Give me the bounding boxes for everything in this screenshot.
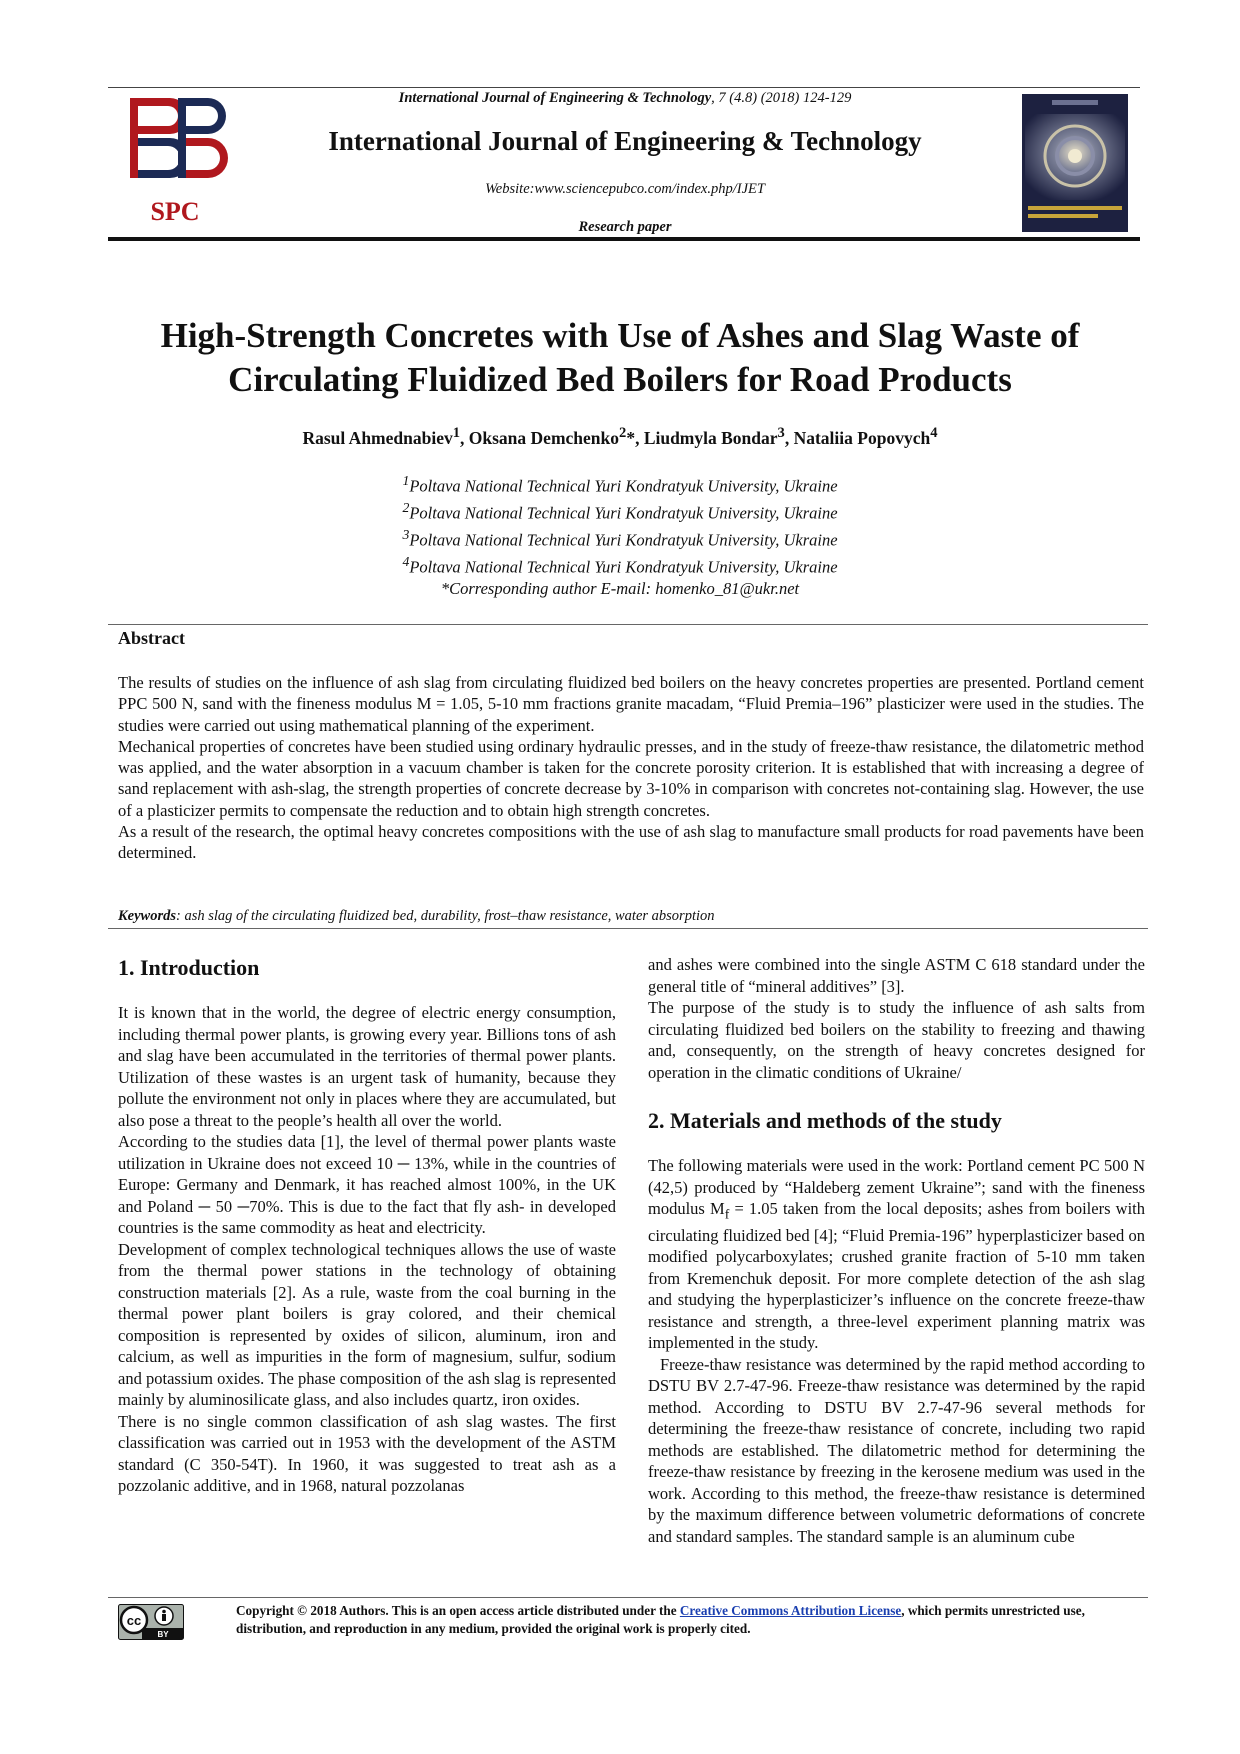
keywords bbox=[118, 908, 1144, 925]
affiliation-superscript: 3 bbox=[402, 527, 410, 542]
author-separator: *, bbox=[626, 427, 644, 448]
abstract-paragraph: As a result of the research, the optimal heavy concretes compositions with the use of ash slag to manufacture small products for road pavements have been determined. bbox=[118, 822, 1144, 863]
journal-citation bbox=[240, 90, 1010, 107]
copyright-notice bbox=[236, 1602, 1146, 1638]
body-paragraph: It is known that in the world, the degree of electric energy consumption, including thermal power plants, is growing every year. Billions tons of ash and slag have been accumulated in the territories of thermal power plants. Utilization of these wastes is an urgent task of humanity, because they pollute the environment not only in places where they are accumulated, but also pose a threat to the people’s health all over the world. bbox=[118, 1003, 616, 1130]
author-separator: , bbox=[460, 427, 469, 448]
footer-rule bbox=[108, 1597, 1148, 1598]
affiliation bbox=[100, 470, 1140, 497]
materials-text: The following materials were used in the work: Portland cement PC 500 N (42,5) produced by “Haldeberg zement Ukraine”; sand with the fineness modulus M bbox=[648, 1156, 1145, 1218]
keywords-text: : ash slag of the circulating fluidized bed, durability, frost–thaw resistance, water absorption bbox=[176, 908, 715, 924]
body-paragraph: Development of complex technological techniques allows the use of waste from the thermal power stations in the technology of obtaining construction materials [2]. As a rule, waste from the coal burning in the thermal power plant boilers is gray colored, and their chemical composition is represented by oxides of silicon, aluminum, iron and calcium, as well as impurities in the form of magnesium, sulfur, sodium and potassium oxides. The phase composition of the ash slag is represented mainly by aluminosilicate glass, and also includes quartz, iron oxides. bbox=[118, 1239, 616, 1409]
citation-journal: International Journal of Engineering & Technology bbox=[398, 90, 712, 106]
copyright-text: , which permits unrestricted use, distribution, and reproduction in any medium, provided the original work is properly cited. bbox=[236, 1603, 1085, 1636]
body-paragraph: There is no single common classification of ash slag wastes. The first classification was carried out in 1953 with the development of the ASTM standard (C 350-54T). In 1960, it was suggested to treat ash as a pozzolanic additive, and in 1968, natural pozzolanas bbox=[118, 1411, 616, 1495]
spc-logo bbox=[120, 92, 230, 232]
cc-icon-text: cc bbox=[126, 1613, 142, 1628]
affiliation-text: Poltava National Technical Yuri Kondratyuk University, Ukraine bbox=[409, 530, 838, 550]
affiliation-text: Poltava National Technical Yuri Kondratyuk University, Ukraine bbox=[409, 557, 838, 577]
title-line-2: Circulating Fluidized Bed Boilers for Road Products bbox=[228, 360, 1012, 399]
author-superscript: 2 bbox=[619, 425, 627, 441]
section-heading-materials: 2. Materials and methods of the study bbox=[648, 1108, 1002, 1133]
abstract-top-rule bbox=[108, 624, 1148, 625]
author-superscript: 3 bbox=[777, 425, 785, 441]
body-paragraph: Freeze-thaw resistance was determined by the rapid method according to DSTU BV 2.7-47-96. Freeze-thaw resistance was determined by the rapid method. According to DSTU BV 2.7-47-96 several methods for determining the freeze-thaw resistance of concrete, including two rapid methods are established. The dilatometric method for determining the freeze-thaw resistance by freezing in the kerosene medium was used in the work. According to this method, the freeze-thaw resistance is determined by the maximum difference between volumetric deformations of concrete and standard samples. The standard sample is an aluminum cube bbox=[648, 1354, 1145, 1546]
logo-text: SPC bbox=[150, 197, 200, 226]
title-line-1: High-Strength Concretes with Use of Ashes and Slag Waste of bbox=[160, 316, 1080, 355]
subscript: f bbox=[724, 1206, 730, 1222]
header-bottom-rule bbox=[108, 237, 1140, 241]
affiliation-superscript: 1 bbox=[402, 473, 410, 488]
journal-title: International Journal of Engineering & Technology bbox=[328, 126, 922, 156]
author-name: Rasul Ahmednabiev bbox=[302, 427, 453, 448]
right-column bbox=[648, 954, 1145, 1547]
body-paragraph: and ashes were combined into the single ASTM C 618 standard under the general title of “mineral additives” [3]. bbox=[648, 955, 1145, 996]
affiliation-superscript: 4 bbox=[402, 554, 410, 569]
creative-commons-by-icon[interactable] bbox=[118, 1604, 184, 1640]
journal-cover-image bbox=[1022, 94, 1128, 232]
citation-volume: , 7 (4.8) (2018) 124-129 bbox=[711, 90, 852, 106]
author-superscript: 4 bbox=[930, 425, 938, 441]
affiliation-text: Poltava National Technical Yuri Kondratyuk University, Ukraine bbox=[409, 476, 838, 496]
journal-website[interactable]: Website:www.sciencepubco.com/index.php/IJET bbox=[485, 181, 765, 197]
abstract-bottom-rule bbox=[108, 928, 1148, 929]
header-top-rule bbox=[108, 87, 1140, 88]
left-column bbox=[118, 954, 616, 1497]
corresponding-author[interactable]: *Corresponding author E-mail: homenko_81@ukr.net bbox=[440, 579, 800, 598]
body-paragraph: According to the studies data [1], the level of thermal power plants waste utilization in Ukraine does not exceed 10 ─ 13%, while in the countries of Europe: Germany and Denmark, it has reached almost 100%, in the UK and Poland ─ 50 ─70%. This is due to the fact that fly ash- in developed countries is the same commodity as heat and electricity. bbox=[118, 1132, 616, 1237]
author-superscript: 1 bbox=[452, 425, 461, 441]
affiliation bbox=[100, 551, 1140, 578]
section-heading-introduction: 1. Introduction bbox=[118, 955, 260, 980]
license-link[interactable]: Creative Commons Attribution License bbox=[679, 1603, 902, 1618]
abstract-paragraph: The results of studies on the influence of ash slag from circulating fluidized bed boilers on the heavy concretes properties are presented. Portland cement PPC 500 N, sand with the fineness modulus M = 1.05, 5-10 mm fractions granite macadam, “Fluid Premia–196” plasticizer were used in the studies. The studies were carried out using mathematical planning of the experiment. bbox=[118, 673, 1144, 735]
body-paragraph: The purpose of the study is to study the influence of ash salts from circulating fluidized bed boilers on the stability to freezing and thawing and, consequently, on the strength of heavy concretes designed for operation in the climatic conditions of Ukraine/ bbox=[648, 998, 1145, 1082]
affiliation-list bbox=[100, 470, 1140, 600]
keywords-label: Keywords bbox=[118, 908, 176, 924]
materials-text: = 1.05 taken from the local deposits; ashes from boilers with circulating fluidized bed [4]; “Fluid Premia-196” hyperplasticizer based on modified polycarboxylates; crushed granite fraction of 5-10 mm taken from Kremenchuk deposit. For more complete detection of the ash slag and studying the hyperplasticizer’s influence on the concrete freeze-thaw resistance and strength, a three-level experiment planning matrix was implemented in the study. bbox=[648, 1199, 1146, 1353]
abstract-heading: Abstract bbox=[118, 628, 185, 648]
affiliation-superscript: 2 bbox=[402, 500, 410, 515]
author-name: Liudmyla Bondar bbox=[643, 427, 778, 448]
paper-title bbox=[100, 314, 1140, 402]
author-list bbox=[100, 425, 1140, 449]
abstract-body bbox=[118, 672, 1144, 864]
author-name: Oksana Demchenko bbox=[468, 427, 620, 448]
author-name: Nataliia Popovych bbox=[793, 427, 931, 448]
affiliation bbox=[100, 524, 1140, 551]
author-separator: , bbox=[784, 427, 794, 448]
affiliation bbox=[100, 497, 1140, 524]
body-paragraph bbox=[648, 1155, 1145, 1354]
affiliation-text: Poltava National Technical Yuri Kondratyuk University, Ukraine bbox=[409, 503, 838, 523]
abstract-paragraph: Mechanical properties of concretes have been studied using ordinary hydraulic presses, and in the study of freeze-thaw resistance, the dilatometric method was applied, and the water absorption in a vacuum chamber is taken for the concrete porosity criterion. It is established that with increasing a degree of sand replacement with ash-slag, the strength properties of concrete decrease by 3-10% in comparison with concretes not-containing slag. However, the use of a plasticizer permits to compensate the reduction and to obtain high strength concretes. bbox=[118, 736, 1144, 820]
paper-type: Research paper bbox=[578, 219, 672, 235]
by-icon-text: BY bbox=[157, 1630, 169, 1639]
copyright-text: Copyright © 2018 Authors. This is an open access article distributed under the bbox=[236, 1603, 680, 1618]
